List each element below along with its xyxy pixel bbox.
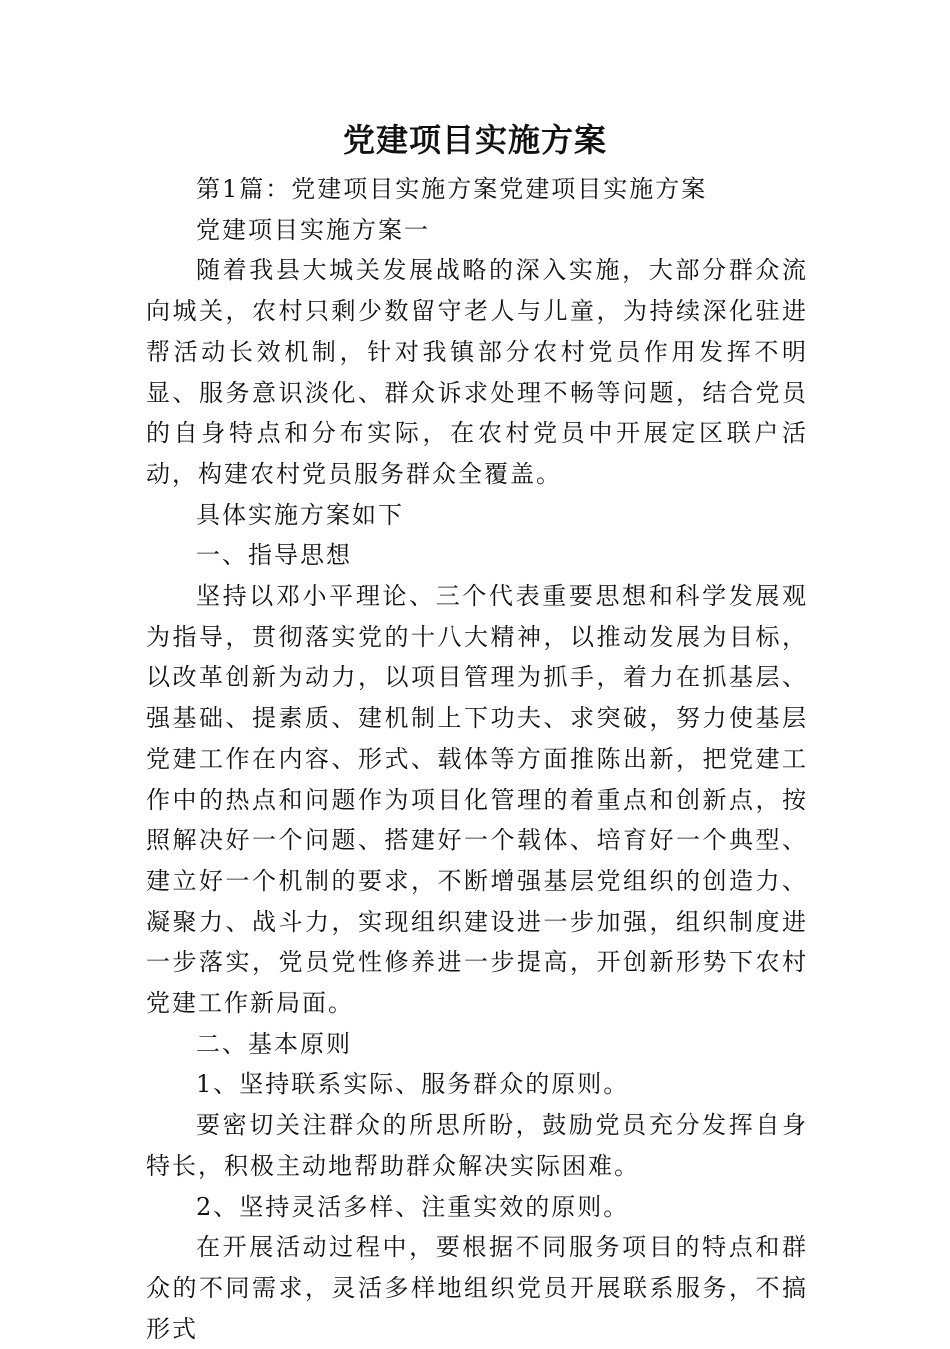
paragraph-plan-intro: 具体实施方案如下 bbox=[196, 500, 404, 529]
principle-1-text: 要密切关注群众的所思所盼，鼓励党员充分发挥自身特长，积极主动地帮助群众解决实际困难。 bbox=[146, 1111, 808, 1180]
section-heading-guiding-ideology: 一、指导思想 bbox=[196, 541, 352, 570]
section-heading-basic-principles: 二、基本原则 bbox=[196, 1029, 352, 1058]
document-title: 党建项目实施方案 bbox=[342, 121, 607, 159]
paragraph-plan-one-heading: 党建项目实施方案一 bbox=[196, 215, 430, 244]
principle-2-heading: 2、坚持灵活多样、注重实效的原则。 bbox=[196, 1192, 630, 1221]
paragraph-guiding-ideology: 坚持以邓小平理论、三个代表重要思想和科学发展观为指导，贯彻落实党的十八大精神，以推动发展为目标，以改革创新为动力，以项目管理为抓手，着力在抓基层、强基础、提素质、建机制上下功夫、求突破，努力使基层党建工作在内容、形式、载体等方面推陈出新，把党建工作中的热点和问题作为项目化管理的着重点和创新点，按照解决好一个问题、搭建好一个载体、培育好一个典型、建立好一个机制的要求，不断增强基层党组织的创造力、凝聚力、战斗力，实现组织建设进一步加强，组织制度进一步落实，党员党性修养进一步提高，开创新形势下农村党建工作新局面。 bbox=[146, 582, 808, 1018]
paragraph-background: 随着我县大城关发展战略的深入实施，大部分群众流向城关，农村只剩少数留守老人与儿童，为持续深化驻进帮活动长效机制，针对我镇部分农村党员作用发挥不明显、服务意识淡化、群众诉求处理不畅等问题，结合党员的自身特点和分布实际，在农村党员中开展定区联户活动，构建农村党员服务群众全覆盖。 bbox=[146, 256, 808, 488]
document-body bbox=[146, 169, 808, 1349]
paragraph-chapter-heading: 第1篇：党建项目实施方案党建项目实施方案 bbox=[196, 175, 708, 203]
principle-2-text: 在开展活动过程中，要根据不同服务项目的特点和群众的不同需求，灵活多样地组织党员开展联系服务，不搞形式 bbox=[146, 1233, 808, 1343]
principle-1-heading: 1、坚持联系实际、服务群众的原则。 bbox=[196, 1070, 630, 1099]
